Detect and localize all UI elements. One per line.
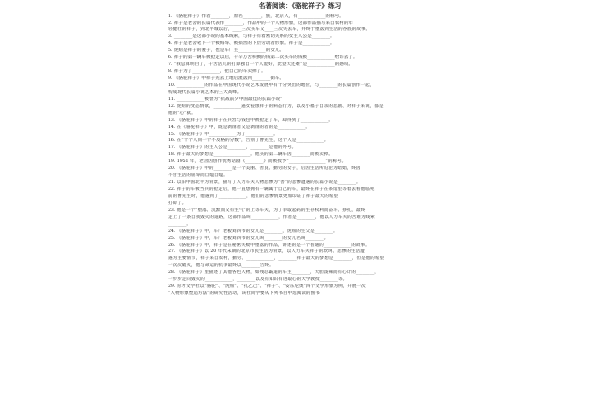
question-line: 9. 《骆驼祥子》中祥子先去上地后流落到________街车。	[168, 76, 285, 82]
question-line: 11. ____________被誉为“抗战前夕中国最佳的长篇小说”	[168, 96, 283, 102]
question-line: 27. 《骆驼祥子》以 20 年代末期的北京市民生活为背景，以人力车夫祥子的坎坷、悲惨的生活遭	[168, 249, 365, 255]
question-line: 2. 祥子是老舍的长篇代表作________，作品中的一个人物形象，这部作品描写来自农村的年	[168, 20, 354, 26]
question-line: 18. 祥子最大的梦想是________________。他买的第二辆车因________而被卖掉。	[168, 152, 333, 158]
question-line: 21. 以旧中国北平为背景，描写了人力车夫人物悲惨为“善”的悲惨遭遇的长篇小说是________。	[168, 180, 361, 186]
question-line: 3. ________是这部小说的基本线索，与祥子有着密切关系的女主人公是________。	[168, 34, 335, 40]
question-line: 17. 《骆驼祥子》的主人公是________，________是他的外号。	[168, 145, 297, 151]
question-line: ________。	[168, 221, 191, 227]
question-line: 7. “我总算明白了，干苦活儿的打算独自一个人混好，比登天还难”是____________的感叹。	[168, 62, 354, 68]
question-line: 23. 他是一个“堕落、沉默而又有生气”的上等车夫，为了争取起码的生存权利而奋斗、挣扎，最终	[168, 207, 366, 213]
question-line: 16. 在“十个人同一个不及格的分数”，告别了曹先生，这个人是____________。	[168, 138, 329, 144]
question-line: 构成现代长篇小说艺术的三大高峰。	[168, 89, 242, 95]
question-line: 22. 祥子的车被当兵的抢走后，他一直想拥有一辆属于自己的车，最终在祥子在茶馆里等着去看他临死	[168, 187, 375, 193]
question-line: 29. 育才文学社以“骆驼”、“虎妞”、“孔乙己”、“祥子”、“安东尼奥”四个文学形象为例，开展一次	[168, 284, 366, 290]
question-line: 12. 虎妞的变态情欲，____________逼女侵蚀祥子的病态行为，以及小福子自杀的悲剧、对祥子来说，都是	[168, 103, 384, 109]
question-line: 8. 祥子为了____________，把自己的车卖掉了。	[168, 69, 266, 75]
question-line: 5. 虎妞是祥子的妻子，也是车厂主____________的女儿。	[168, 48, 285, 54]
question-line: 25. 《骆驼祥子》中，车厂老板刘四爷的女儿叫________的女儿名叫________。	[168, 235, 329, 241]
question-list	[168, 11, 444, 298]
question-line: 19. 1951 年，老舍因创作优秀话剧《________》而被授予“________________”的称号。	[168, 159, 347, 165]
question-line: 24. 《骆驼祥子》中，车厂老板刘四爷的女儿是________，虎妞的生父是________。	[168, 228, 338, 234]
question-line: 他的“心”狱。	[168, 110, 196, 116]
question-line: 走上了一条自我毁灭的道路，这部作品叫____________，作者是________，他以人力车夫的苦难为线索	[168, 214, 375, 220]
question-line: 6. 祥子的第一辆车被抢走以后，千辛万苦积攒的钱第二次买车的钱被____________给诈去了。	[168, 55, 358, 61]
question-line: 15. 《骆驼祥子》中____________为了____________。	[168, 131, 278, 137]
question-line: 前的曹先生时，他遇到了____________，他们的悲惨情景更加印证了祥子最大的希望	[168, 193, 338, 199]
question-line: 遇为主要情节，祥子来自农村，勤劳、____________，________祥子最大的梦想是________，但是他的希望	[168, 256, 384, 262]
question-line: 14. 在《骆驼祥子》中，既是剥削者又是剥削的者的是____________。	[168, 124, 310, 130]
question-line: 13. 《骆驼祥子》中的祥子在兵营与钱包中被抢走了车，却得到了____________。	[168, 117, 333, 123]
question-line: 20. 《骆驼祥子》中的________是一个美丽、善良、勤劳的女子，后因生活所迫沦为暗娼，终因	[168, 166, 361, 172]
page-title: 名著阅读：《骆驼祥子》练习	[258, 2, 342, 10]
question-line: 轻健壮的祥子，到北平城以后，____三次买车又____三次失去车，并终于堕落到生活的谷底的故事。	[168, 27, 371, 33]
question-line: 一步步走向毁灭的____________，________以及有知识有进取心的大学教授________等。	[168, 277, 348, 283]
question-line: 1. 《骆驼祥子》作者________，原名________，族，北京人，有____________的称号。	[168, 13, 344, 19]
question-line: “人物形象塑造方法”的研究性活动，该社同学要从下列书目中选阅读的图书	[168, 291, 320, 297]
question-line: 打碎了。	[168, 200, 187, 206]
question-line: 4. 祥子是老舍笔下一个被侮辱、被损害的下层劳动者形象。祥子是____________。	[168, 41, 335, 47]
question-line: 28. 《骆驼祥子》里描述了其他各色人物，如残忍霸道的车主________，大胆泼辣而有心计的________，	[168, 270, 379, 276]
question-line: 一次次破灭，他与命运的抗争最终以________告终。	[168, 263, 274, 269]
question-line: 不甘生活的屈辱而自缢自缢。	[168, 173, 228, 179]
question-line: 10. ____________的作品在中国现代小说艺术发展中有十分突出的地位，与________的长篇创作一起，	[168, 82, 375, 88]
question-line: 26. 《骆驼祥子》中，祥子是在秘密失败中堕落的作品，讲述的是一个普通的____________的故事。	[168, 242, 370, 248]
